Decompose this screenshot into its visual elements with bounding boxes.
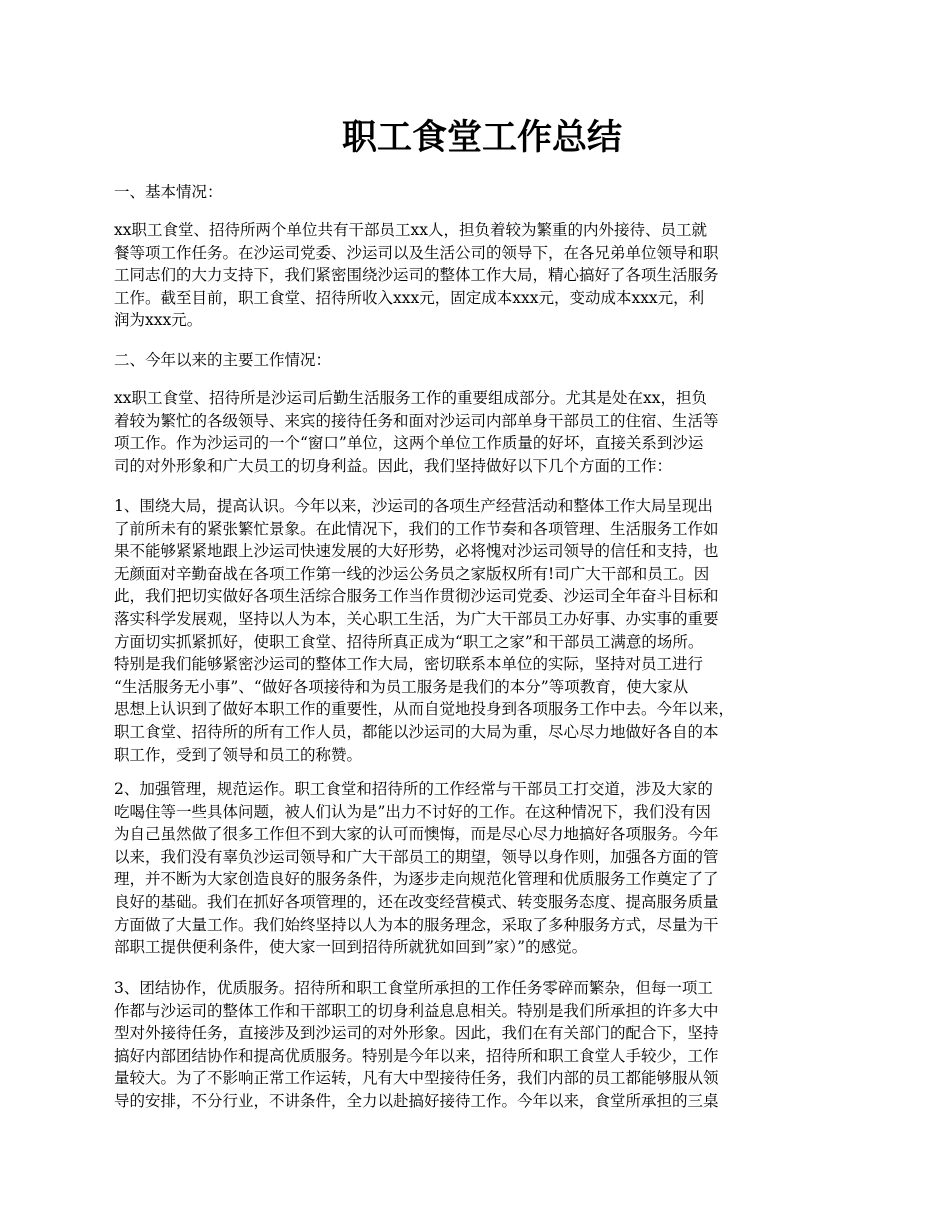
text-line: 了前所未有的紧张繁忙景象。在此情况下，我们的工作节奏和各项管理、生活服务工作如 bbox=[114, 519, 719, 538]
text-line: 量较大。为了不影响正常工作运转，凡有大中型接待任务，我们内部的员工都能够服从领 bbox=[114, 1069, 719, 1088]
text-line: 工作。截至目前，职工食堂、招待所收入xxx元，固定成本xxx元，变动成本xxx元，利 bbox=[114, 288, 705, 307]
section-heading-main-work: 二、今年以来的主要工作情况： bbox=[114, 351, 332, 369]
text-line: xx职工食堂、招待所是沙运司后勤生活服务工作的重要组成部分。尤其是处在xx，担负 bbox=[114, 389, 707, 407]
text-line: 职工食堂、招待所的所有工作人员，都能以沙运司的大局为重，尽心尽力地做好各自的本 bbox=[114, 722, 719, 741]
paragraph-point-2 bbox=[114, 778, 850, 959]
text-line: 1、围绕大局，提高认识。今年以来，沙运司的各项生产经营活动和整体工作大局呈现出 bbox=[114, 497, 713, 515]
text-line: 工同志们的大力支持下，我们紧密围绕沙运司的整体工作大局，精心搞好了各项生活服务 bbox=[114, 266, 719, 285]
paragraph-main-work-intro bbox=[114, 387, 850, 477]
text-line: 方面做了大量工作。我们始终坚持以人为本的服务理念，采取了多种服务方式，尽量为干 bbox=[114, 915, 719, 934]
paragraph-point-1 bbox=[114, 495, 850, 766]
text-line: 良好的基础。我们在抓好各项管理的，还在改变经营模式、转变服务态度、提高服务质量 bbox=[114, 892, 719, 911]
text-line: 项工作。作为沙运司的一个“窗口”单位，这两个单位工作质量的好坏，直接关系到沙运 bbox=[114, 434, 704, 453]
text-line: 餐等项工作任务。在沙运司党委、沙运司以及生活公司的领导下，在各兄弟单位领导和职 bbox=[114, 243, 719, 262]
text-line: 以来，我们没有辜负沙运司领导和广大干部员工的期望，领导以身作则，加强各方面的管 bbox=[114, 847, 719, 866]
text-line: 职工作，受到了领导和员工的称赞。 bbox=[114, 745, 363, 764]
text-line: xx职工食堂、招待所两个单位共有干部员工xx人，担负着较为繁重的内外接待、员工就 bbox=[114, 221, 707, 239]
text-line: 为自己虽然做了很多工作但不到大家的认可而懊悔，而是尽心尽力地搞好各项服务。今年 bbox=[114, 825, 719, 844]
text-line: 着较为繁忙的各级领导、来宾的接待任务和面对沙运司内部单身干部员工的住宿、生活等 bbox=[114, 411, 719, 430]
text-line: 3、团结协作，优质服务。招待所和职工食堂所承担的工作任务零碎而繁杂，但每一项工 bbox=[114, 979, 713, 997]
text-line: 搞好内部团结协作和提高优质服务。特别是今年以来，招待所和职工食堂人手较少，工作 bbox=[114, 1046, 719, 1065]
text-line: 此，我们把切实做好各项生活综合服务工作当作贯彻沙运司党委、沙运司全年奋斗目标和 bbox=[114, 587, 719, 606]
text-line: 型对外接待任务，直接涉及到沙运司的对外形象。因此，我们在有关部门的配合下，坚持 bbox=[114, 1024, 719, 1043]
text-line: 特别是我们能够紧密沙运司的整体工作大局，密切联系本单位的实际，坚持对员工进行 bbox=[114, 655, 704, 674]
text-line: 果不能够紧紧地跟上沙运司快速发展的大好形势，必将愧对沙运司领导的信任和支持，也 bbox=[114, 542, 719, 561]
text-line: 润为xxx元。 bbox=[114, 311, 203, 330]
section-heading-basic: 一、基本情况： bbox=[114, 183, 223, 201]
text-line: 思想上认识到了做好本职工作的重要性，从而自觉地投身到各项服务工作中去。今年以来， bbox=[114, 700, 735, 719]
text-line: 方面切实抓紧抓好，使职工食堂、招待所真正成为“职工之家”和干部员工满意的场所。 bbox=[114, 632, 704, 651]
document-page bbox=[114, 0, 850, 1110]
paragraph-basic-situation bbox=[114, 219, 850, 332]
text-line: 导的安排，不分行业，不讲条件，全力以赴搞好接待工作。今年以来，食堂所承担的三桌 bbox=[114, 1091, 719, 1110]
text-line: 落实科学发展观，坚持以人为本，关心职工生活，为广大干部员工办好事、办实事的重要 bbox=[114, 609, 719, 628]
paragraph-point-3 bbox=[114, 977, 850, 1113]
text-line: “生活服务无小事”、“做好各项接待和为员工服务是我们的本分”等项教育，使大家从 bbox=[114, 677, 689, 696]
text-line: 部职工提供便利条件，使大家一回到招待所就犹如回到”家）”的感觉。 bbox=[114, 938, 588, 957]
text-line: 作都与沙运司的整体工作和干部职工的切身利益息息相关。特别是我们所承担的许多大中 bbox=[114, 1001, 719, 1020]
document-title: 职工食堂工作总结 bbox=[341, 117, 622, 158]
text-line: 吃喝住等一些具体问题，被人们认为是”出力不讨好的工作。在这种情况下，我们没有因 bbox=[114, 802, 711, 821]
text-line: 司的对外形象和广大员工的切身利益。因此，我们坚持做好以下几个方面的工作： bbox=[114, 456, 673, 475]
text-line: 理，并不断为大家创造良好的服务条件，为逐步走向规范化管理和优质服务工作奠定了了 bbox=[114, 870, 719, 889]
text-line: 无颜面对辛勤奋战在各项工作第一线的沙运公务员之家版权所有!司广大干部和员工。因 bbox=[114, 564, 710, 583]
text-line: 2、加强管理，规范运作。职工食堂和招待所的工作经常与干部员工打交道，涉及大家的 bbox=[114, 780, 713, 798]
